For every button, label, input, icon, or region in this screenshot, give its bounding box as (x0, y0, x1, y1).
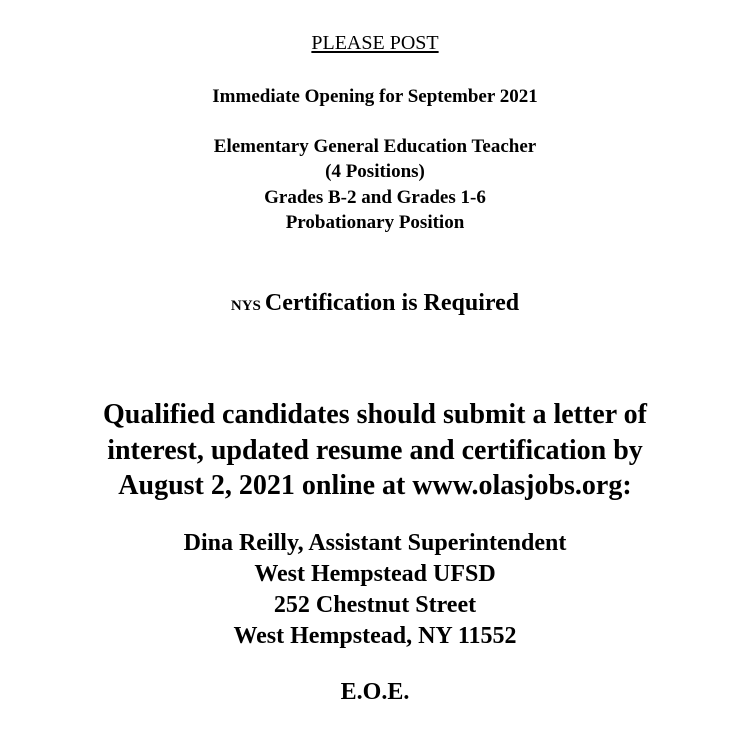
opening-line: Immediate Opening for September 2021 (212, 86, 538, 107)
position-count: (4 Positions) (325, 161, 425, 182)
certification-requirement (0, 291, 750, 315)
instructions-line-2: interest, updated resume and certification by (107, 435, 643, 466)
contact-district: West Hempstead UFSD (254, 561, 496, 587)
position-grades: Grades B-2 and Grades 1-6 (264, 187, 486, 208)
contact-street: 252 Chestnut Street (273, 592, 477, 618)
position-type: Probationary Position (285, 212, 465, 233)
eoe-footer: E.O.E. (340, 679, 410, 705)
please-post-header: PLEASE POST (311, 32, 439, 54)
certification-prefix: NYS (230, 298, 261, 314)
certification-text: Certification is Required (264, 290, 520, 316)
position-title: Elementary General Education Teacher (213, 136, 537, 157)
instructions-line-3: August 2, 2021 online at www.olasjobs.org: (118, 470, 632, 501)
contact-city: West Hempstead, NY 11552 (233, 623, 517, 649)
instructions-line-1: Qualified candidates should submit a letter of (103, 399, 647, 430)
contact-name-title: Dina Reilly, Assistant Superintendent (183, 530, 567, 556)
